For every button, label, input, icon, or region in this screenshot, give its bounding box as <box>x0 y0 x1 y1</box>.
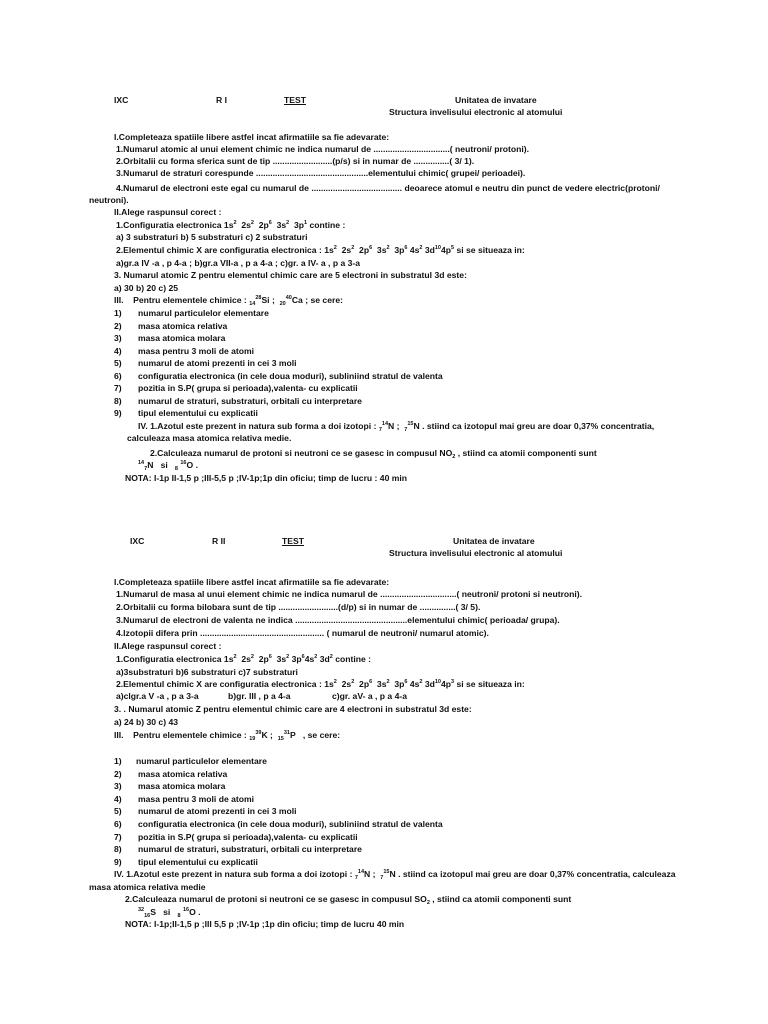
section-1-item: 2.Orbitalii cu forma bilobara sunt de tip .........................(d/p) si in numar de ...............( 3/ 5). <box>116 602 481 612</box>
answers-3: a) 24 b) 30 c) 43 <box>114 717 179 727</box>
unit-label: Unitatea de invatare <box>455 95 537 105</box>
list-item: 4) <box>114 794 122 804</box>
variant-label: R I <box>216 95 227 105</box>
list-item: 1) <box>114 756 122 766</box>
list-item: 2) <box>114 769 122 779</box>
list-item: 3) <box>114 333 122 343</box>
variant-label: R II <box>212 536 226 546</box>
test-title: TEST <box>284 95 306 105</box>
list-item: 2) <box>114 321 122 331</box>
list-item-text: configuratia electronica (in cele doua moduri), subliniind stratul de valenta <box>138 371 443 381</box>
section-1-item: 4.Numarul de electroni este egal cu numarul de ...................................... deoarece atomul e neutru din punct de vedere electric(protoni/ <box>116 183 660 193</box>
list-item: 5) <box>114 358 122 368</box>
list-item: 6) <box>114 371 122 381</box>
list-item: 1) <box>114 308 122 318</box>
question-3: 3. . Numarul atomic Z pentru elementul chimic care are 4 electroni in substratul 3d este: <box>114 704 472 714</box>
list-item-text: pozitia in S.P( grupa si perioada),valenta- cu explicatii <box>138 383 358 393</box>
list-item-text: masa atomica relativa <box>138 769 228 779</box>
list-item-text: numarul de atomi prezenti in cei 3 moli <box>138 806 297 816</box>
grading-note: NOTA: I-1p;II-1,5 p ;III 5,5 p ;IV-1p ;1p din oficiu; timp de lucru 40 min <box>125 919 405 929</box>
section-1-item: 3.Numarul de electroni de valenta ne indica ...............................................elementului chimic( perioada/ grupa). <box>116 615 560 625</box>
answers-1: a)3substraturi b)6 substraturi c)7 substraturi <box>116 667 298 677</box>
section-3-title: III. Pentru elementele chimice : $_{19}^{39}$K ; $_{15}^{31}$P , se cere: <box>114 730 341 742</box>
section-4-atoms: $^{32}_{16}$S si $_8$ $^{16}$O . <box>138 907 201 919</box>
list-item-text: numarul de straturi, substraturi, orbitali cu interpretare <box>138 396 362 406</box>
list-item-text: tipul elementului cu explicatii <box>138 857 258 867</box>
section-3-title: III. Pentru elementele chimice : $_{14}^{28}$Si ; $_{20}^{40}$Ca ; se cere: <box>114 295 343 307</box>
list-item-text: masa atomica molara <box>138 333 226 343</box>
answers-2: a)clgr.a V -a , p a 3-a <box>116 691 199 701</box>
section-4-problem-1-cont: masa atomica relativa medie <box>89 882 206 892</box>
list-item: 9) <box>114 857 122 867</box>
grading-note: NOTA: I-1p II-1,5 p ;III-5,5 p ;IV-1p;1p din oficiu; timp de lucru : 40 min <box>125 473 408 483</box>
list-item: 5) <box>114 806 122 816</box>
answers-2: c)gr. aV- a , p a 4-a <box>332 691 407 701</box>
list-item-text: masa atomica relativa <box>138 321 228 331</box>
section-4-atoms: $^{14}_7$N si $_8$ $^{16}$O . <box>138 460 198 472</box>
section-1-item: 1.Numarul atomic al unui element chimic ne indica numarul de ................................( neutroni/ protoni). <box>116 144 530 154</box>
list-item-text: numarul particulelor elementare <box>136 756 267 766</box>
section-1-item: 3.Numarul de straturi corespunde ...............................................elementului chimic( grupei/ perioadei). <box>116 168 526 178</box>
section-4-problem-1: IV. 1.Azotul este prezent in natura sub forma a doi izotopi : $_7^{14}$N ; $_7^{15}$N . stiind ca izotopul mai greu are doar 0,37% concentratia, <box>138 421 655 433</box>
section-1-title: I.Completeaza spatiile libere astfel incat afirmatiile sa fie adevarate: <box>114 577 390 587</box>
section-4-problem-2: 2.Calculeaza numarul de protoni si neutroni ce se gasesc in compusul $SO_2$ , stiind ca atomii componenti sunt <box>125 894 572 906</box>
list-item: 8) <box>114 844 122 854</box>
list-item: 7) <box>114 383 122 393</box>
question-3: 3. Numarul atomic Z pentru elementul chimic care are 5 electroni in substratul 3d este: <box>114 270 467 280</box>
section-2-title: II.Alege raspunsul corect : <box>114 207 222 217</box>
section-1-item: 4.Izotopii difera prin .................................................... ( numarul de neutroni/ numarul atomic). <box>116 628 489 638</box>
class-label: IXC <box>114 95 129 105</box>
list-item-text: configuratia electronica (in cele doua moduri), subliniind stratul de valenta <box>138 819 443 829</box>
list-item-text: masa pentru 3 moli de atomi <box>138 346 255 356</box>
test-title: TEST <box>282 536 304 546</box>
unit-title: Structura invelisului electronic al atomului <box>389 107 563 117</box>
answers-3: a) 30 b) 20 c) 25 <box>114 283 179 293</box>
list-item-text: masa pentru 3 moli de atomi <box>138 794 255 804</box>
question-1: 1.Configuratia electronica $1s^2$ $2s^2$ $2p^6$ $3s^2$ $3p^1$ contine : <box>116 220 346 230</box>
list-item-text: pozitia in S.P( grupa si perioada),valenta- cu explicatii <box>138 832 358 842</box>
section-1-item-cont: neutroni). <box>89 195 129 205</box>
list-item: 4) <box>114 346 122 356</box>
list-item: 6) <box>114 819 122 829</box>
section-1-title: I.Completeaza spatiile libere astfel incat afirmatiile sa fie adevarate: <box>114 132 390 142</box>
list-item-text: numarul particulelor elementare <box>138 308 269 318</box>
section-4-problem-1: IV. 1.Azotul este prezent in natura sub forma a doi izotopi : $_7^{14}$N ; $_7^{15}$N . stiind ca izotopul mai greu are doar 0,37% concentratia, calculeaza <box>114 869 676 881</box>
list-item: 9) <box>114 408 122 418</box>
class-label: IXC <box>130 536 145 546</box>
unit-title: Structura invelisului electronic al atomului <box>389 548 563 558</box>
answers-2: a)gr.a IV -a , p 4-a ; b)gr.a VII-a , p a 4-a ; c)gr. a IV- a , p a 3-a <box>116 258 361 268</box>
list-item-text: masa atomica molara <box>138 781 226 791</box>
list-item-text: numarul de straturi, substraturi, orbitali cu interpretare <box>138 844 362 854</box>
answers-1: a) 3 substraturi b) 5 substraturi c) 2 substraturi <box>116 232 308 242</box>
list-item-text: tipul elementului cu explicatii <box>138 408 258 418</box>
list-item: 3) <box>114 781 122 791</box>
section-4-problem-1-cont: calculeaza masa atomica relativa medie. <box>127 433 292 443</box>
question-2: 2.Elementul chimic X are configuratia electronica : $1s^2$ $2s^2$ $2p^6$ $3s^2$ $3p^6$ $4s^2$ $3d^{10}4p^3$ si se situeaza in: <box>116 679 525 689</box>
list-item: 8) <box>114 396 122 406</box>
section-1-item: 2.Orbitalii cu forma sferica sunt de tip .........................(p/s) si in numar de ...............( 3/ 1). <box>116 156 475 166</box>
section-1-item: 1.Numarul de masa al unui element chimic ne indica numarul de ................................( neutroni/ protoni si neutroni). <box>116 589 583 599</box>
question-1: 1.Configuratia electronica $1s^2$ $2s^2$ $2p^6$ $3s^2$ $3p^64s^2$ $3d^2$ contine : <box>116 654 372 664</box>
list-item: 7) <box>114 832 122 842</box>
unit-label: Unitatea de invatare <box>453 536 535 546</box>
answers-2: b)gr. III , p a 4-a <box>228 691 291 701</box>
section-2-title: II.Alege raspunsul corect : <box>114 641 222 651</box>
question-2: 2.Elementul chimic X are configuratia electronica : $1s^2$ $2s^2$ $2p^6$ $3s^2$ $3p^6$ $4s^2$ $3d^{10}4p^5$ si se situeaza in: <box>116 245 525 255</box>
list-item-text: numarul de atomi prezenti in cei 3 moli <box>138 358 297 368</box>
section-4-problem-2: 2.Calculeaza numarul de protoni si neutroni ce se gasesc in compusul $NO_2$ , stiind ca atomii componenti sunt <box>150 448 597 460</box>
